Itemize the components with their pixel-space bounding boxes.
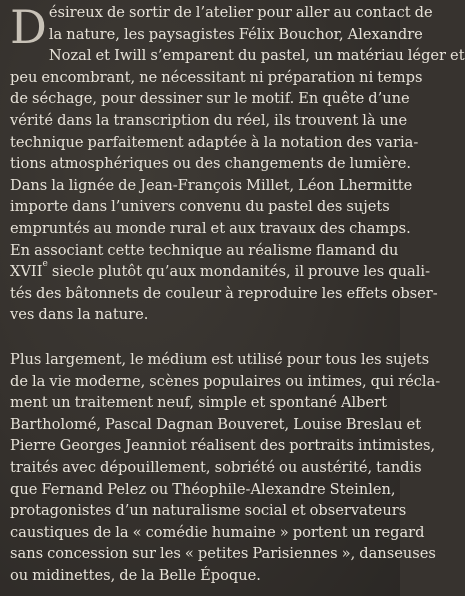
text-line: caustiques de la « comédie humaine » portent un regard — [10, 523, 425, 541]
text-line: Pierre Georges Jeanniot réalisent des portraits intimistes, — [10, 437, 436, 455]
text-line-century — [10, 259, 431, 283]
century-numeral: XVII — [10, 263, 43, 281]
drop-cap-letter: D — [10, 0, 47, 54]
text-line: technique parfaitement adaptée à la notation des varia- — [10, 133, 419, 151]
text-line: de séchage, pour dessiner sur le motif. En quête d’une — [10, 90, 410, 108]
text-line: traités avec dépouillement, sobriété ou austérité, tandis — [10, 458, 422, 476]
century-line-text: siecle plutôt qu’aux mondanités, il prouve les quali- — [51, 263, 431, 281]
text-line: ves dans la nature. — [10, 306, 149, 324]
text-line: la nature, les paysagistes Félix Bouchor, Alexandre — [48, 25, 423, 43]
text-line: Bartholomé, Pascal Dagnan Bouveret, Louise Breslau et — [10, 415, 422, 433]
text-line: ou midinettes, de la Belle Époque. — [10, 566, 261, 584]
text-line: que Fernand Pelez ou Théophile-Alexandre Steinlen, — [10, 480, 396, 498]
text-line: En associant cette technique au réalisme flamand du — [10, 241, 399, 259]
text-line: tés des bâtonnets de couleur à reproduire les effets obser- — [10, 284, 438, 302]
text-line: ésireux de sortir de l’atelier pour aller au contact de — [48, 4, 433, 21]
text-line: peu encombrant, ne nécessitant ni préparation ni temps — [10, 68, 423, 86]
text-line: de la vie moderne, scènes populaires ou intimes, qui récla- — [10, 372, 441, 390]
text-line: sans concession sur les « petites Parisiennes », danseuses — [10, 545, 436, 563]
text-line: importe dans l’univers convenu du pastel des sujets — [10, 198, 390, 216]
text-line: empruntés au monde rural et aux travaux des champs. — [10, 219, 411, 237]
text-line: Plus largement, le médium est utilisé pour tous les sujets — [10, 351, 430, 368]
text-line: Nozal et Iwill s’emparent du pastel, un matériau léger et — [48, 47, 465, 65]
text-line: tions atmosphériques ou des changements de lumière. — [10, 155, 411, 173]
text-line: Dans la lignée de Jean-François Millet, Léon Lhermitte — [10, 176, 413, 194]
text-line: vérité dans la transcription du réel, ils trouvent là une — [10, 111, 408, 129]
century-suffix: e — [42, 259, 48, 270]
paragraph-modern-life — [10, 349, 441, 587]
text-line: ment un traitement neuf, simple et spontané Albert — [10, 394, 387, 412]
paragraph-pastel-landscape — [10, 0, 465, 326]
text-line: protagonistes d’un naturalisme social et observateurs — [10, 502, 407, 520]
